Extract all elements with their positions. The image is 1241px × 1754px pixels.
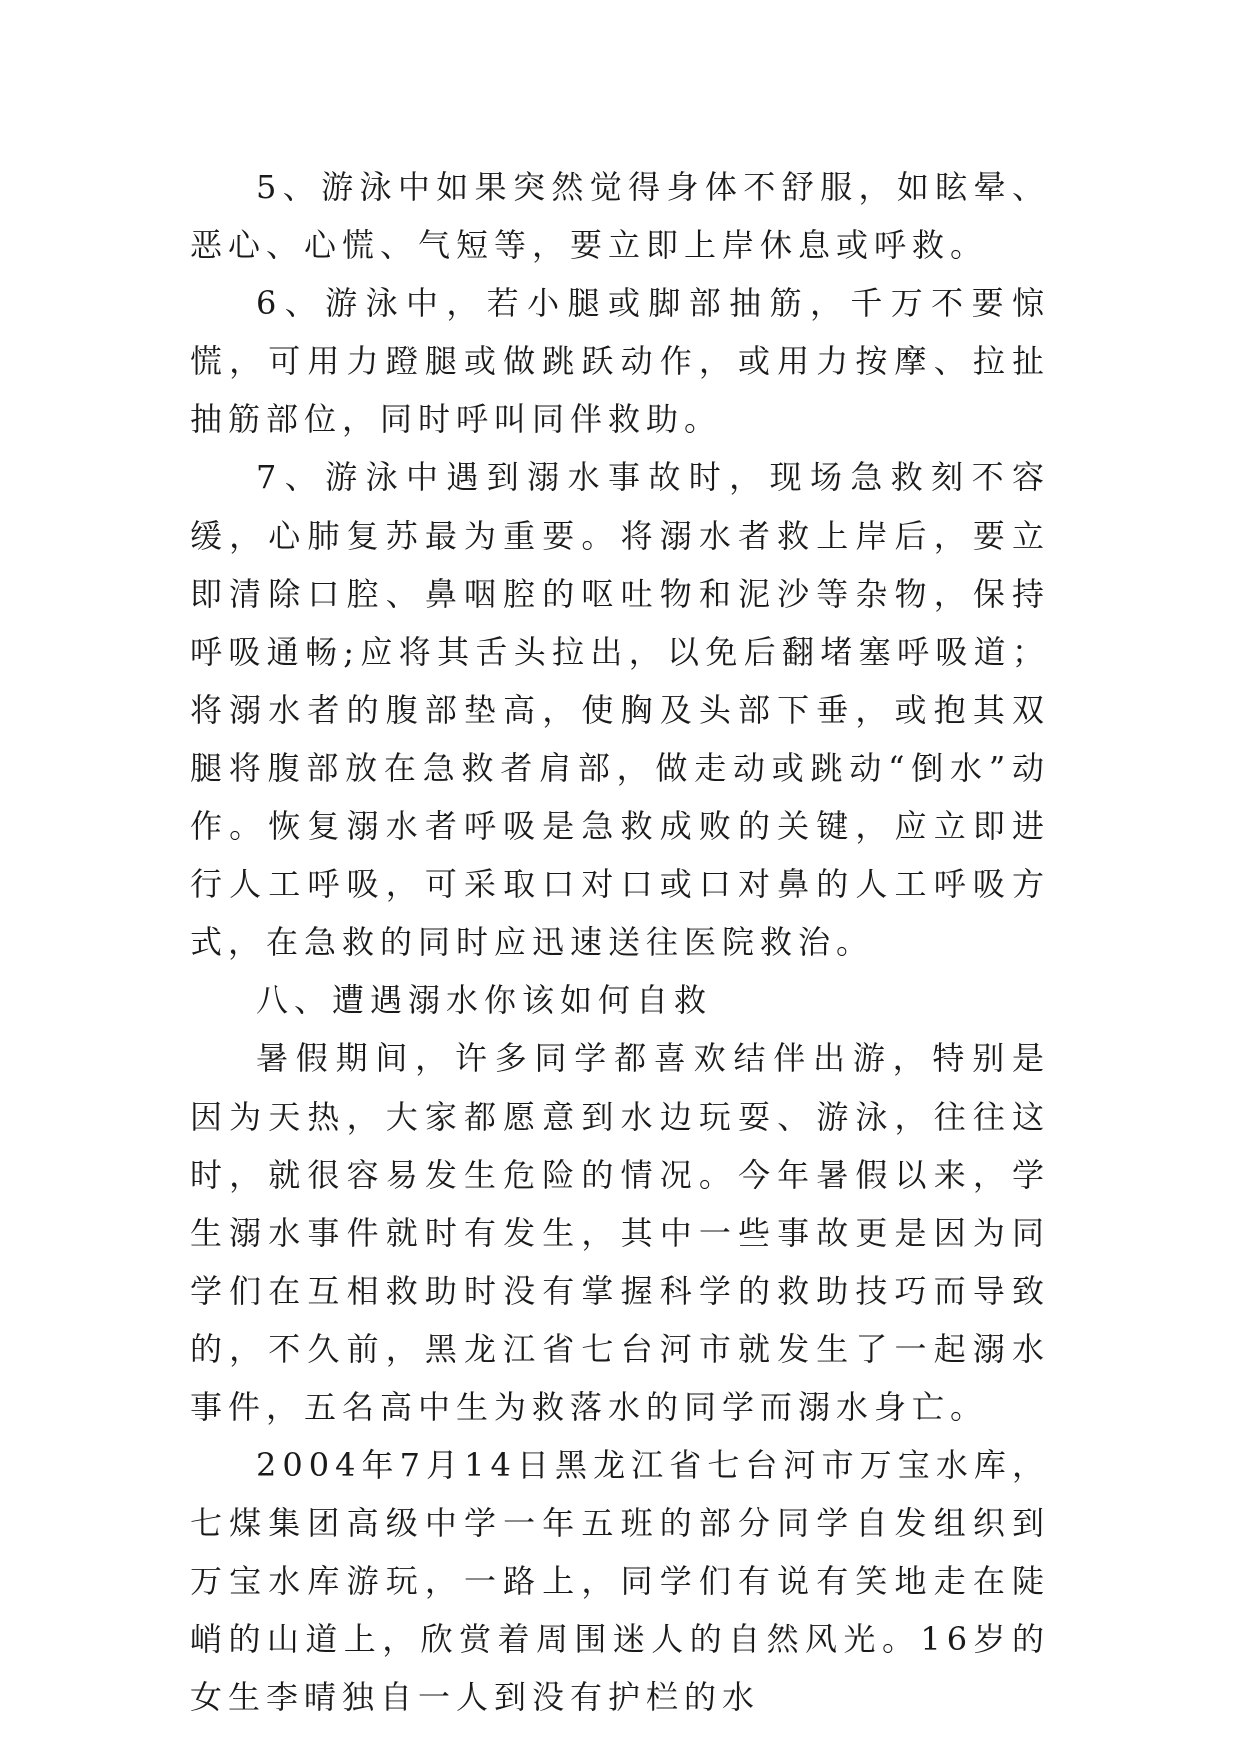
paragraph-item-7: 7、游泳中遇到溺水事故时，现场急救刻不容缓，心肺复苏最为重要。将溺水者救上岸后，要立即清除口腔、鼻咽腔的呕吐物和泥沙等杂物，保持呼吸通畅;应将其舌头拉出，以免后翻堵塞呼吸道；将溺水者的腹部垫高，使胸及头部下垂，或抱其双腿将腹部放在急救者肩部，做走动或跳动“倒水”动作。恢复溺水者呼吸是急救成败的关键，应立即进行人工呼吸，可采取口对口或口对鼻的人工呼吸方式，在急救的同时应迅速送往医院救治。 bbox=[190, 458, 1050, 962]
paragraph-summer: 暑假期间，许多同学都喜欢结伴出游，特别是因为天热，大家都愿意到水边玩耍、游泳，往往这时，就很容易发生危险的情况。今年暑假以来，学生溺水事件就时有发生，其中一些事故更是因为同学们在互相救助时没有掌握科学的救助技巧而导致的，不久前，黑龙江省七台河市就发生了一起溺水事件，五名高中生为救落水的同学而溺水身亡。 bbox=[190, 1039, 1050, 1426]
paragraph-incident: 2004年7月14日黑龙江省七台河市万宝水库，七煤集团高级中学一年五班的部分同学自发组织到万宝水库游玩，一路上，同学们有说有笑地走在陡峭的山道上，欣赏着周围迷人的自然风光。16岁的女生李晴独自一人到没有护栏的水 bbox=[190, 1446, 1050, 1717]
document-body bbox=[190, 158, 1050, 1727]
section-heading: 八、遭遇溺水你该如何自救 bbox=[256, 981, 713, 1020]
paragraph-item-5: 5、游泳中如果突然觉得身体不舒服，如眩晕、恶心、心慌、气短等，要立即上岸休息或呼救。 bbox=[190, 168, 1050, 265]
paragraph-item-6: 6、游泳中，若小腿或脚部抽筋，千万不要惊慌，可用力蹬腿或做跳跃动作，或用力按摩、拉扯抽筋部位，同时呼叫同伴救助。 bbox=[190, 284, 1050, 439]
